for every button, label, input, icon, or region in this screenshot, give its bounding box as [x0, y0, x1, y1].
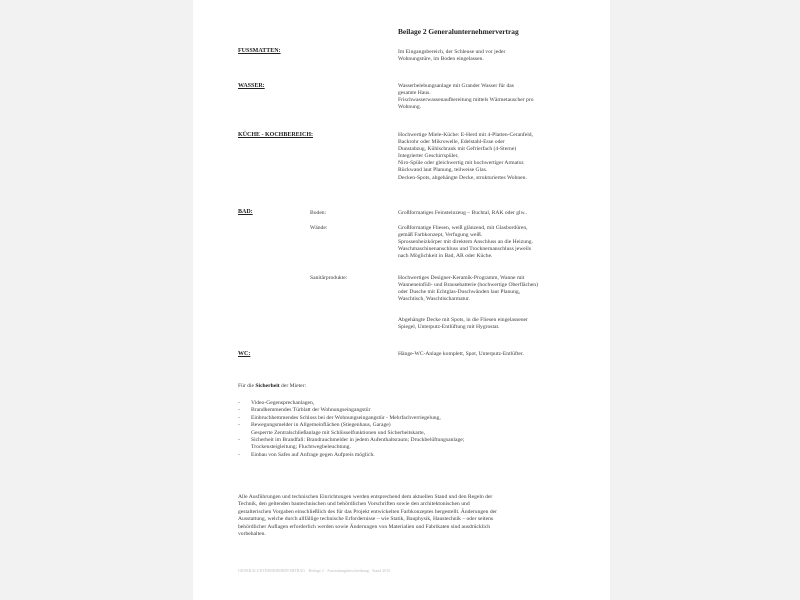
text-line: Alle Ausführungen und technischen Einrichtungen werden entsprechend dem aktuellen Stand und den Regeln der [238, 494, 493, 500]
bad-sanitaer-label: Sanitärprodukte: [310, 275, 348, 281]
list-item: - Brandhemmendes Türblatt der Wohnungseingangstür [238, 407, 464, 414]
safety-intro-prefix: Für die [238, 383, 256, 389]
text-line: Waschtisch, Waschtischarmatur. [398, 296, 470, 303]
bad-waende-body [398, 225, 533, 260]
bad-boden-label: Boden: [310, 210, 327, 216]
text-line: Waschmaschinenanschluss und Trocknernanschluss jeweils [398, 246, 532, 253]
text-line: oder Dusche mit Echtglas-Duschwänden laut Planung, [398, 289, 521, 296]
text-line: behördlicher Auflagen erforderlich werden sowie Änderungen von Materialien und Fabrikaten sind ausdrücklich [238, 523, 491, 530]
text-line: gestalterischen Vorgaben einschließlich des für das Projekt entwickelten Farbkonzeptes hergestellt. Änderungen der [238, 508, 497, 515]
text-line: Ausstattung, welche durch allfällige technische Erfordernisse – wie Statik, Bauphysik, Haustechnik – oder seitens [238, 516, 494, 523]
text-line: Großformatiges Feinsteinzeug – Buchtal, RAK oder glw.. [398, 210, 528, 216]
text-line: Wohnungstüre, im Boden eingelassen. [398, 56, 484, 63]
text-line: Hochwertiges Designer-Keramik-Programm, Wanne mit [398, 275, 525, 281]
list-item: - Video-Gegensprechanlagen, [238, 400, 464, 407]
page-footer: GENERALUNTERNEHMERVERTRAG · Beilage 2 · Ausstattungsbeschreibung · Stand 2010 [238, 568, 391, 573]
text-line: Im Eingangsbereich, der Schleuse und vor jeder [398, 49, 506, 55]
closing-paragraph [238, 494, 574, 538]
text-line: Integrierter Geschirrspüler, [398, 153, 459, 160]
text-line: Technik, den geltenden bautechnischen und behördlichen Vorschriften sowie den architektonischen und [238, 501, 470, 508]
safety-intro [238, 383, 306, 390]
bad-decke-body [398, 317, 528, 331]
text-line: Großformatige Fliesen, weiß glänzend, mit Glasbordüren, [398, 225, 528, 231]
text-line: Abgehängte Decke mit Spots, in die Fliesen eingelassener [398, 317, 528, 323]
section-body-fussmatten [398, 49, 505, 63]
section-body-wc [398, 351, 524, 358]
text-line: Dunstabzug, Kühlschrank mit Gefrierfach (4-Sterne) [398, 146, 517, 153]
list-item: - Einbau von Safes auf Anfrage gegen Aufpreis möglich. [238, 452, 464, 459]
text-line: vorbehalten. [238, 531, 266, 538]
list-item: - Einbruchhemmendes Schloss bei der Wohnungseingangstür - Mehrfachverriegelung, [238, 415, 464, 422]
text-line: Spiegel, Unterputz-Entlüftung mit Hygrostat. [398, 324, 500, 331]
text-line: Sprossenheizkörper mit direktem Anschluss an die Heizung. [398, 239, 533, 246]
text-line: Hänge-WC-Anlage komplett, Spot, Unterputz-Entlüfter. [398, 351, 524, 357]
section-heading-fussmatten: FUSSMATTEN: [238, 48, 281, 54]
section-heading-wc: WC: [238, 351, 251, 357]
safety-intro-suffix: der Mieter: [279, 383, 307, 389]
text-line: Wanneneinfüll- und Brausebatterie (hochwertige Oberflächen) [398, 282, 538, 289]
list-item: - Bewegungsmelder in Allgemeinflächen (Stiegenhaus, Garage) [238, 422, 464, 429]
text-line: Backrohr oder Mikrowelle, Edelstahl-Esse oder [398, 139, 505, 146]
text-line: Wasserbelebungsanlage mit Grander Wasser für das [398, 83, 514, 89]
text-line: Decken-Spots, abgehängte Decke, strukturiertes Wohnen. [398, 174, 527, 181]
section-heading-bad: BAD: [238, 209, 253, 215]
text-line: Rückwand laut Planung, teilweise Glas. [398, 167, 488, 174]
text-line: gemäß Farbkonzept, Verfugung weiß. [398, 232, 483, 239]
list-item: - Sicherheit im Brandfall: Brandrauchmelder in jedem Aufenthaltsraum; Druckbelüftungsanlage; [238, 437, 464, 444]
bad-sanitaer-body [398, 275, 538, 303]
section-body-kueche [398, 132, 533, 182]
list-item-continuation: Trockensteigleitung; Fluchtwegbeleuchtung. [251, 444, 351, 451]
list-item-continuation: Gesperrte Zentralschließanlage mit Schlüsselfunktionen und Sicherheitskarte, [251, 429, 425, 436]
section-body-wasser [398, 83, 534, 111]
text-line: Frischwasserwassenaufbereitung mittels Wärmetauscher pro [398, 97, 534, 104]
text-line: Niro-Spüle oder gleichwertig mit hochwertiger Armatur. [398, 160, 525, 167]
text-line: gesamte Haus. [398, 90, 431, 97]
bad-waende-label: Wände: [310, 225, 328, 231]
text-line: nach Möglichkeit in Bad, AR oder Küche. [398, 253, 493, 260]
page-title: Beilage 2 Generalunternehmervertrag [398, 27, 519, 36]
safety-list [238, 400, 464, 459]
text-line: Hochwertige Miele-Küche: E-Herd mit 4-Platten-Ceranfeld, [398, 132, 533, 138]
bad-boden-body [398, 210, 527, 217]
text-line: Wohnung. [398, 104, 422, 111]
section-heading-wasser: WASSER: [238, 83, 265, 89]
section-heading-kueche: KÜCHE - KOCHBEREICH: [238, 132, 314, 138]
safety-intro-bold: Sicherheit [255, 383, 280, 389]
